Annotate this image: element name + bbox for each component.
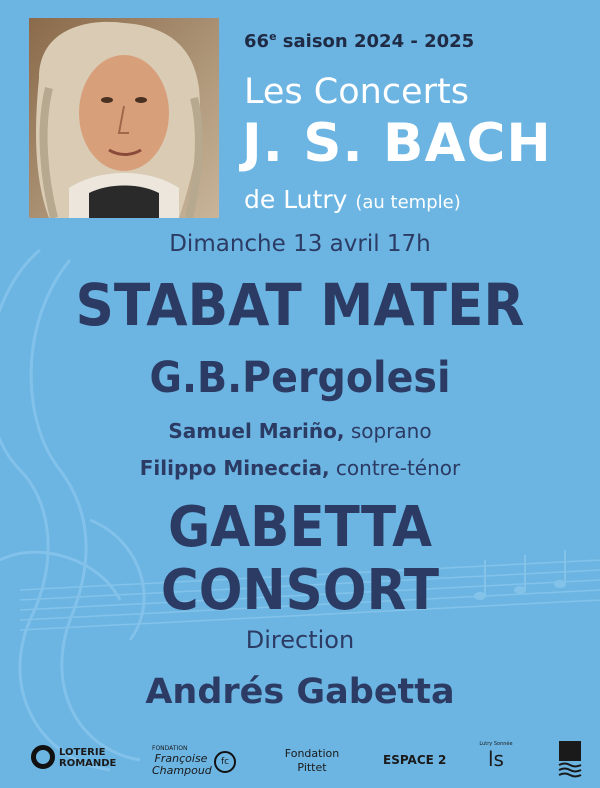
fc-mark-icon: fc xyxy=(214,751,236,773)
fondation-pittet-logo: Fondation Pittet xyxy=(284,747,340,774)
series-title-line2: J. S. BACH xyxy=(242,113,552,174)
ensemble-name-line2: CONSORT xyxy=(160,558,440,623)
series-title-line1: Les Concerts xyxy=(244,72,469,112)
season-number: 66 xyxy=(244,31,270,52)
direction-label: Direction xyxy=(245,626,355,654)
soloist-countertenor xyxy=(0,456,600,480)
season-years: saison 2024 - 2025 xyxy=(276,31,475,52)
soloist2-role: contre-ténor xyxy=(329,456,461,480)
work-title: STABAT MATER xyxy=(75,271,525,339)
commune-crest-icon xyxy=(557,739,583,779)
venue-label: (au temple) xyxy=(355,192,461,213)
loterie-ring-icon xyxy=(31,745,55,769)
espace2-logo: ESPACE 2 xyxy=(383,753,447,767)
conductor-name: Andrés Gabetta xyxy=(145,672,455,712)
series-location: de Lutry xyxy=(244,185,348,214)
bach-portrait xyxy=(29,18,219,218)
event-date: Dimanche 13 avril 17h xyxy=(169,231,431,257)
soloist1-role: soprano xyxy=(344,419,432,443)
soloist1-name: Samuel Mariño, xyxy=(168,419,345,443)
season-label xyxy=(244,30,474,52)
soloist-soprano xyxy=(0,419,600,443)
fc-name: Françoise Champoud xyxy=(152,752,212,777)
season-ordinal: e xyxy=(269,30,277,43)
soloist2-name: Filippo Mineccia xyxy=(139,456,322,480)
composer-name: G.B.Pergolesi xyxy=(149,353,451,403)
fc-small-label: FONDATION xyxy=(152,745,188,752)
sponsor-bar xyxy=(0,735,600,788)
loterie-text: LOTERIE ROMANDE xyxy=(59,747,117,769)
lutry-sonnee-logo: Lutry Sonnée ls xyxy=(479,741,513,771)
ensemble-name-line1: GABETTA xyxy=(168,495,432,560)
commune-lutry-logo xyxy=(557,739,583,779)
series-title-line3 xyxy=(244,185,461,214)
soloist2-separator: , xyxy=(321,456,330,480)
